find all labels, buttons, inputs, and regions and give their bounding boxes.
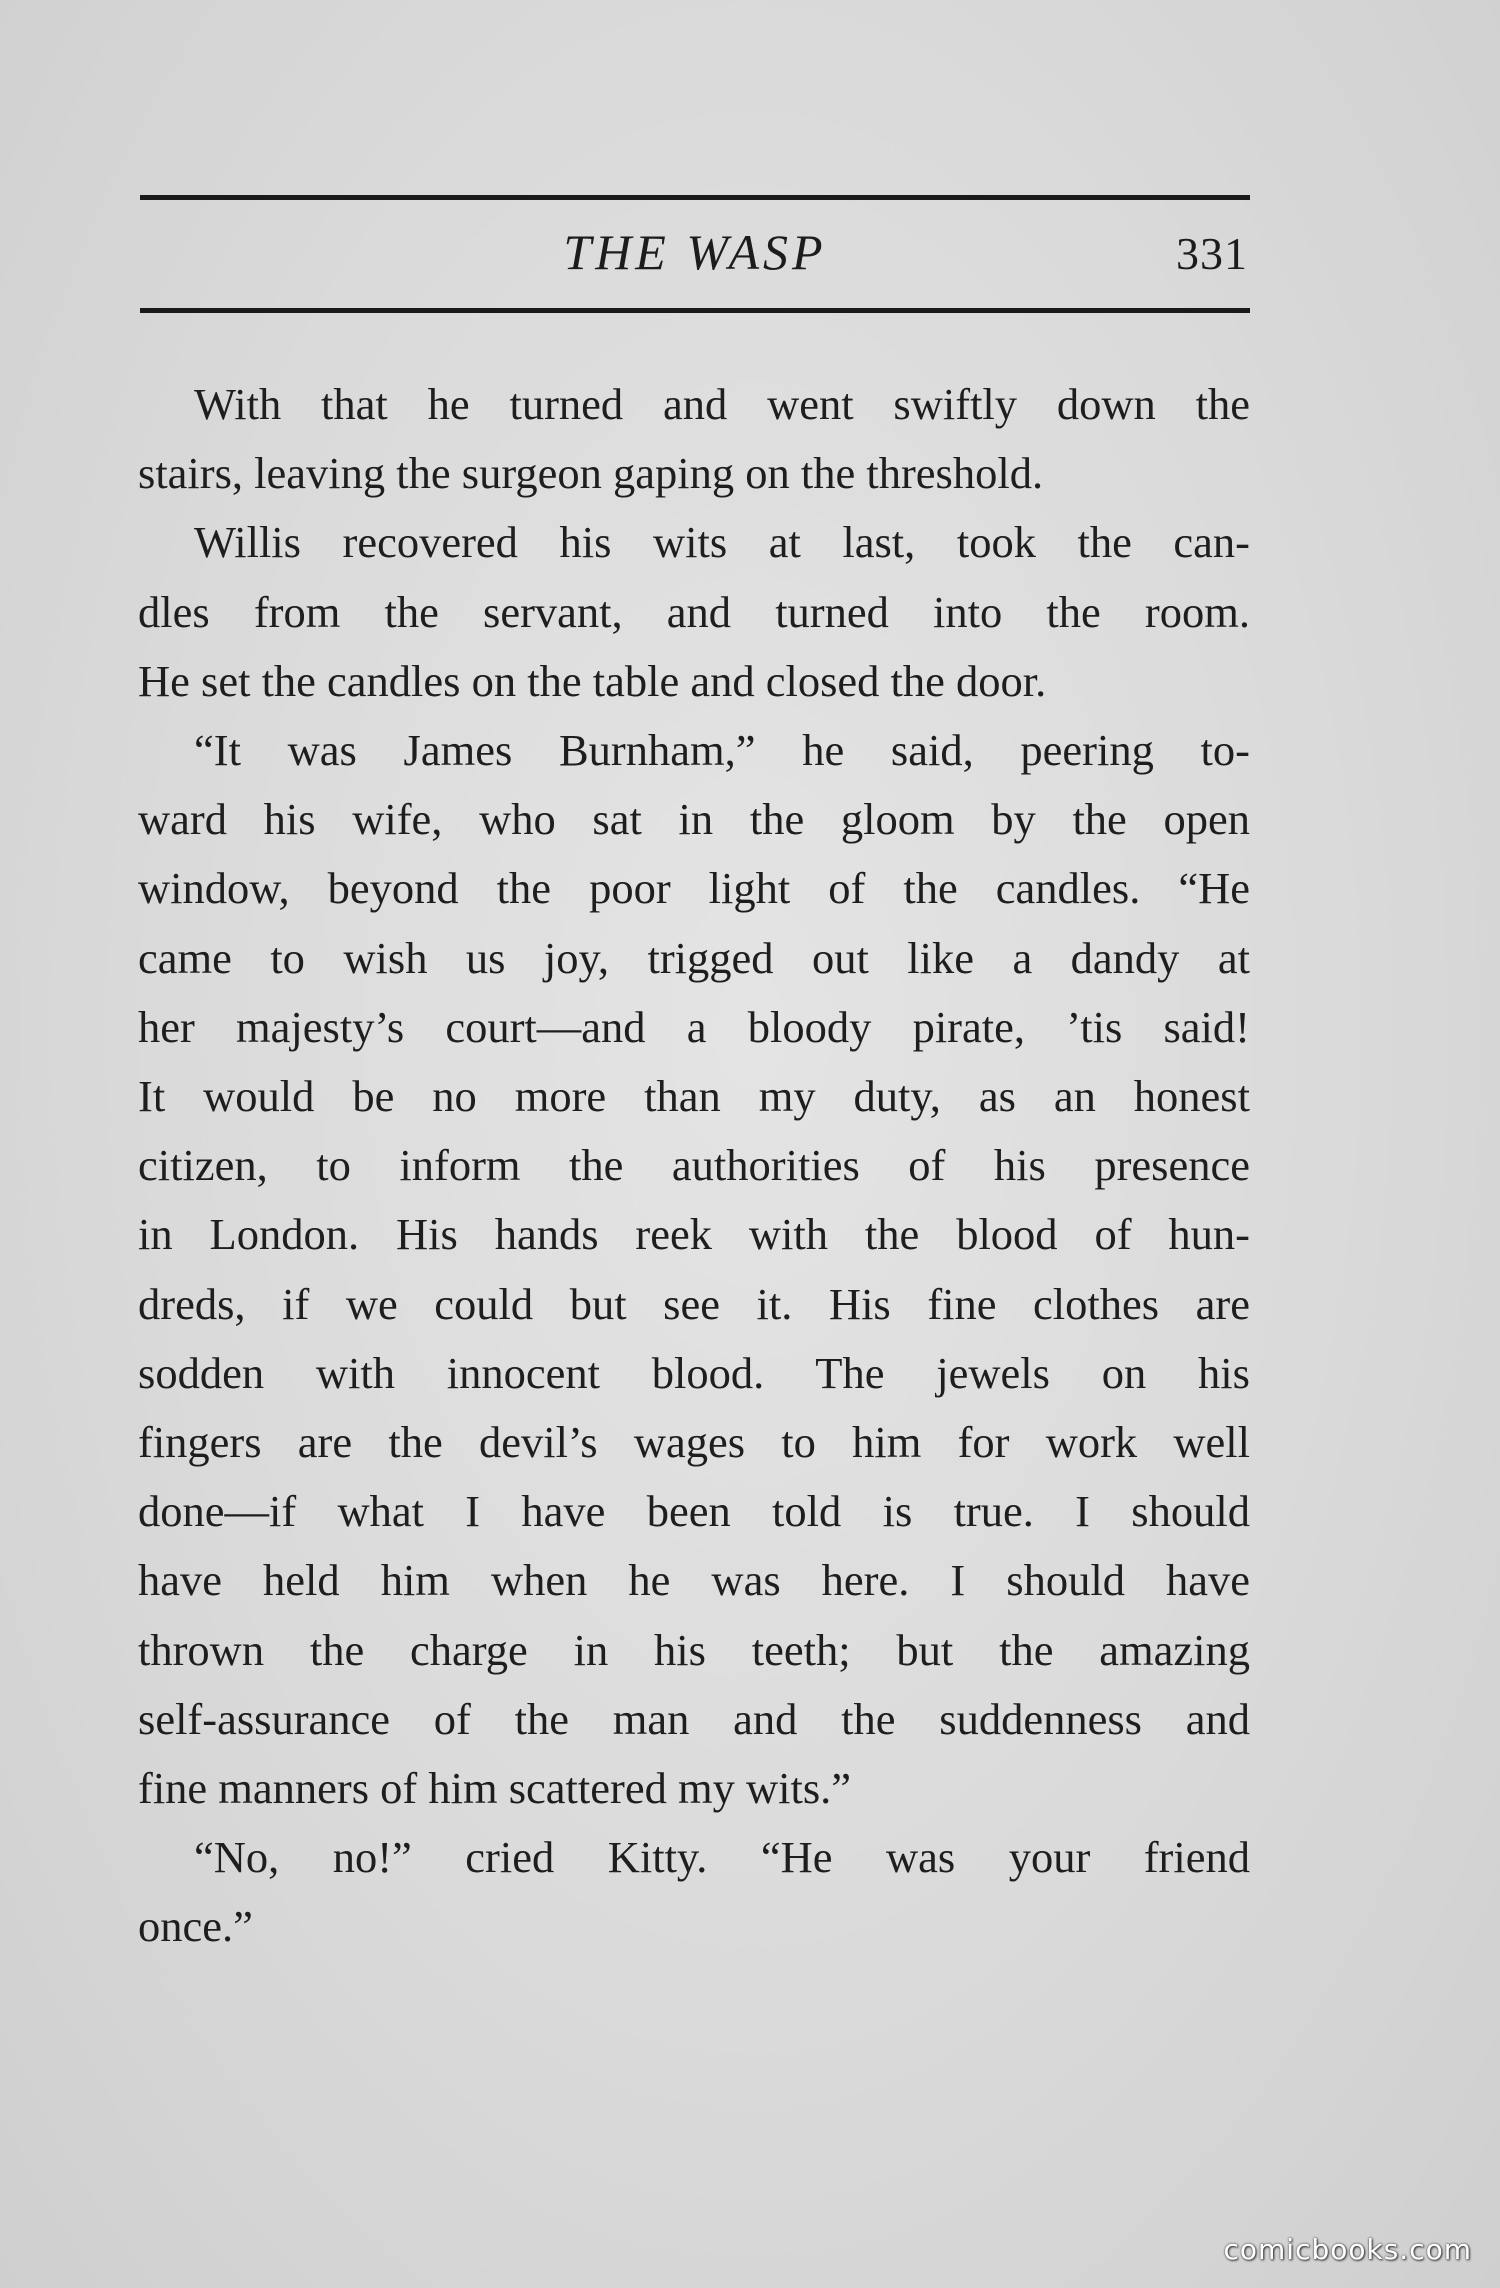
watermark: comicbooks.com xyxy=(1223,2233,1472,2266)
text-line: came to wish us joy, trigged out like a dandy at xyxy=(138,932,1250,983)
text-line: He set the candles on the table and closed the door. xyxy=(138,655,1047,706)
text-line: fingers are the devil’s wages to him for work well xyxy=(138,1417,1250,1468)
body-text xyxy=(138,370,1250,1962)
text-line: With that he turned and went swiftly down the xyxy=(194,379,1250,429)
header-rule-bottom xyxy=(140,308,1250,313)
page-number: 331 xyxy=(1176,228,1248,279)
text-line: sodden with innocent blood. The jewels on his xyxy=(138,1347,1250,1398)
text-line: in London. His hands reek with the blood of hun- xyxy=(138,1209,1250,1260)
text-line: once.” xyxy=(138,1901,253,1952)
text-line: It would be no more than my duty, as an honest xyxy=(138,1071,1250,1122)
paragraph xyxy=(138,1823,1250,1961)
text-line: citizen, to inform the authorities of his presence xyxy=(138,1140,1250,1191)
text-line: her majesty’s court—and a bloody pirate, ’tis said! xyxy=(138,1001,1250,1052)
text-line: fine manners of him scattered my wits.” xyxy=(138,1763,852,1814)
text-line: stairs, leaving the surgeon gaping on the threshold. xyxy=(138,448,1044,499)
text-line: have held him when he was here. I should have xyxy=(138,1555,1250,1606)
text-line: done—if what I have been told is true. I should xyxy=(138,1486,1250,1537)
paragraph xyxy=(138,370,1250,508)
text-line: window, beyond the poor light of the candles. “He xyxy=(138,863,1250,914)
text-line: dreds, if we could but see it. His fine clothes are xyxy=(138,1278,1250,1329)
paragraph xyxy=(138,508,1250,716)
text-line: “It was James Burnham,” he said, peering to- xyxy=(194,725,1250,776)
text-line: self-assurance of the man and the suddenness and xyxy=(138,1693,1250,1744)
text-line: ward his wife, who sat in the gloom by the open xyxy=(138,794,1250,845)
running-title: THE WASP xyxy=(563,224,827,280)
paragraph xyxy=(138,716,1250,1823)
text-line: “No, no!” cried Kitty. “He was your friend xyxy=(194,1832,1250,1883)
text-line: dles from the servant, and turned into the room. xyxy=(138,586,1250,637)
text-line: Willis recovered his wits at last, took the can- xyxy=(194,517,1250,568)
header-rule-top xyxy=(140,195,1250,200)
text-line: thrown the charge in his teeth; but the amazing xyxy=(138,1624,1250,1675)
